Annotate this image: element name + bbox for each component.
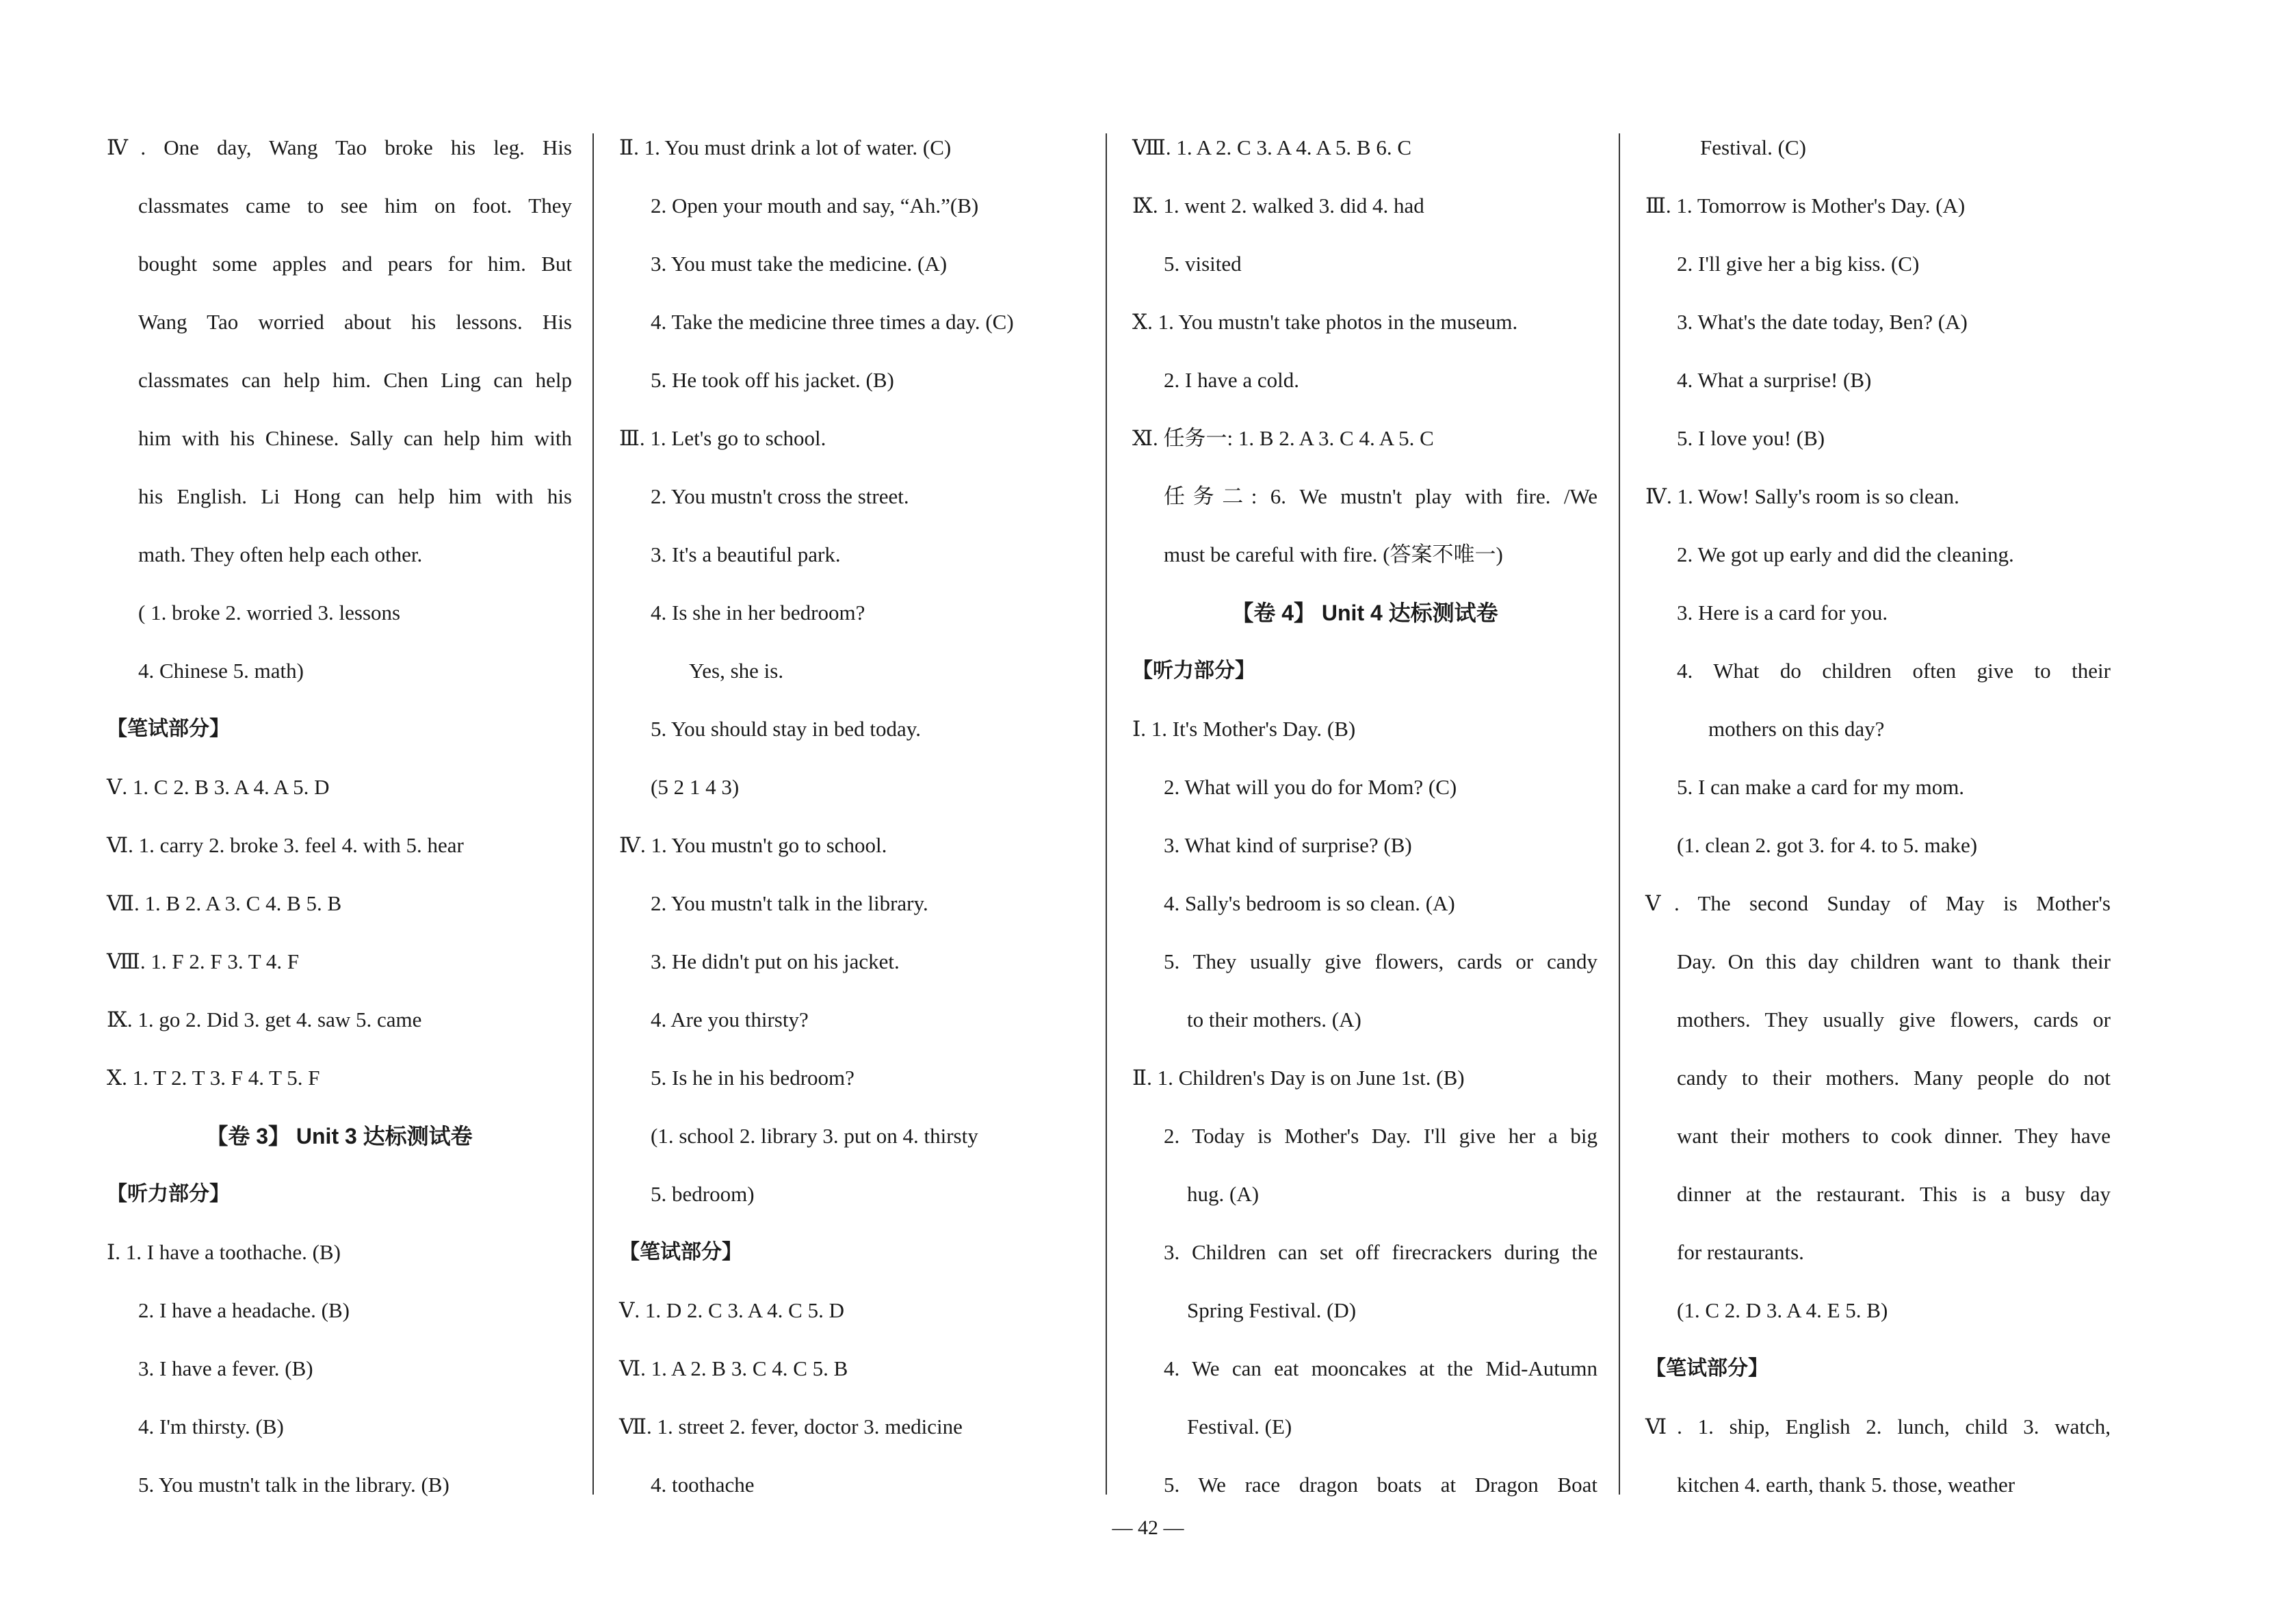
answer-line: 任务二: 6. We mustn't play with fire. /We: [1164, 484, 1597, 508]
answer-line: 2. I have a cold.: [1164, 368, 1299, 392]
answer-line: 5. You should stay in bed today.: [651, 717, 921, 741]
answer-line: 2. We got up early and did the cleaning.: [1677, 542, 2014, 566]
answer-column-4: [1645, 0, 2111, 1617]
answer-line: Ⅵ. 1. A 2. B 3. C 4. C 5. B: [619, 1356, 848, 1380]
answer-line: 5. He took off his jacket. (B): [651, 368, 894, 392]
answer-line: 3. What's the date today, Ben? (A): [1677, 310, 1968, 334]
answer-line: classmates can help him. Chen Ling can help: [138, 368, 572, 392]
answer-line: 4. We can eat mooncakes at the Mid-Autumn: [1164, 1356, 1597, 1380]
section-heading: 【笔试部分】: [619, 1241, 742, 1263]
answer-line: (1. C 2. D 3. A 4. E 5. B): [1677, 1298, 1888, 1322]
answer-line: Ⅲ. 1. Let's go to school.: [619, 426, 826, 450]
answer-line: 3. You must take the medicine. (A): [651, 252, 948, 276]
answer-line: Ⅵ. 1. ship, English 2. lunch, child 3. watch,: [1645, 1415, 2111, 1438]
answer-line: 3. It's a beautiful park.: [651, 542, 841, 566]
answer-column-2: [619, 0, 1084, 1617]
answer-line: 4. Are you thirsty?: [651, 1008, 809, 1031]
answer-line: 2. You mustn't talk in the library.: [651, 891, 928, 915]
answer-line: 5. bedroom): [651, 1182, 755, 1206]
answer-line: Day. On this day children want to thank their: [1677, 949, 2111, 973]
answer-line: 4. What a surprise! (B): [1677, 368, 1872, 392]
answer-line: Ⅴ. 1. D 2. C 3. A 4. C 5. D: [619, 1298, 844, 1322]
answer-line: 4. Is she in her bedroom?: [651, 601, 865, 625]
answer-line: 2. I have a headache. (B): [138, 1298, 350, 1322]
answer-line: Ⅹ. 1. T 2. T 3. F 4. T 5. F: [107, 1066, 320, 1090]
answer-line: Ⅷ. 1. A 2. C 3. A 4. A 5. B 6. C: [1132, 135, 1412, 159]
section-heading: 【笔试部分】: [107, 718, 230, 740]
answer-line: 5. I love you! (B): [1677, 426, 1825, 450]
answer-line: 2. What will you do for Mom? (C): [1164, 775, 1457, 799]
answer-line: want their mothers to cook dinner. They have: [1677, 1124, 2111, 1148]
unit-title: 【卷 4】 Unit 4 达标测试卷: [1231, 601, 1498, 625]
answer-line: Spring Festival. (D): [1187, 1298, 1357, 1322]
answer-line: 4. Sally's bedroom is so clean. (A): [1164, 891, 1455, 915]
answer-line: classmates came to see him on foot. They: [138, 194, 572, 218]
answer-line: Ⅸ. 1. went 2. walked 3. did 4. had: [1132, 194, 1424, 218]
answer-line: 4. What do children often give to their: [1677, 659, 2111, 683]
answer-line: to their mothers. (A): [1187, 1008, 1361, 1031]
answer-line: 2. Open your mouth and say, “Ah.”(B): [651, 194, 979, 218]
section-heading: 【听力部分】: [1132, 659, 1255, 682]
answer-line: Ⅸ. 1. go 2. Did 3. get 4. saw 5. came: [107, 1008, 422, 1031]
answer-line: 4. Take the medicine three times a day. (C): [651, 310, 1014, 334]
answer-line: 4. I'm thirsty. (B): [138, 1415, 284, 1438]
answer-line: 2. I'll give her a big kiss. (C): [1677, 252, 1920, 276]
answer-line: Wang Tao worried about his lessons. His: [138, 310, 572, 334]
answer-line: Ⅹ. 1. You mustn't take photos in the museum.: [1132, 310, 1518, 334]
answer-line: math. They often help each other.: [138, 542, 423, 566]
answer-line: Ⅱ. 1. You must drink a lot of water. (C): [619, 135, 952, 159]
answer-line: Ⅳ. One day, Wang Tao broke his leg. His: [107, 135, 572, 159]
answer-line: 3. Children can set off firecrackers during the: [1164, 1240, 1597, 1264]
answer-line: Ⅳ. 1. Wow! Sally's room is so clean.: [1645, 484, 1959, 508]
answer-line: 2. Today is Mother's Day. I'll give her a big: [1164, 1124, 1597, 1148]
answer-line: Ⅳ. 1. You mustn't go to school.: [619, 833, 887, 857]
answer-line: 5. Is he in his bedroom?: [651, 1066, 855, 1090]
section-heading: 【笔试部分】: [1645, 1357, 1769, 1380]
section-heading: 【听力部分】: [107, 1183, 230, 1205]
answer-line: 3. What kind of surprise? (B): [1164, 833, 1412, 857]
answer-line: 5. They usually give flowers, cards or candy: [1164, 949, 1597, 973]
answer-line: bought some apples and pears for him. But: [138, 252, 572, 276]
column-divider: [1106, 133, 1107, 1495]
answer-line: him with his Chinese. Sally can help him with: [138, 426, 572, 450]
answer-line: 3. He didn't put on his jacket.: [651, 949, 900, 973]
answer-line: hug. (A): [1187, 1182, 1260, 1206]
answer-line: ( 1. broke 2. worried 3. lessons: [138, 601, 401, 625]
answer-line: Ⅶ. 1. B 2. A 3. C 4. B 5. B: [107, 891, 342, 915]
answer-line: Ⅺ. 任务一: 1. B 2. A 3. C 4. A 5. C: [1132, 426, 1434, 450]
answer-line: 5. visited: [1164, 252, 1242, 276]
answer-line: Ⅰ. 1. I have a toothache. (B): [107, 1240, 341, 1264]
answer-line: 4. toothache: [651, 1473, 755, 1497]
answer-line: (1. school 2. library 3. put on 4. thirsty: [651, 1124, 978, 1148]
unit-title: 【卷 3】 Unit 3 达标测试卷: [206, 1124, 473, 1148]
answer-line: Yes, she is.: [689, 659, 784, 683]
answer-line: 5. You mustn't talk in the library. (B): [138, 1473, 449, 1497]
answer-line: 5. We race dragon boats at Dragon Boat: [1164, 1473, 1597, 1497]
answer-line: 2. You mustn't cross the street.: [651, 484, 909, 508]
answer-line: 4. Chinese 5. math): [138, 659, 304, 683]
answer-line: Ⅱ. 1. Children's Day is on June 1st. (B): [1132, 1066, 1465, 1090]
answer-line: 5. I can make a card for my mom.: [1677, 775, 1965, 799]
answer-line: mothers. They usually give flowers, cards or: [1677, 1008, 2111, 1031]
answer-column-3: [1132, 0, 1597, 1617]
answer-line: Ⅲ. 1. Tomorrow is Mother's Day. (A): [1645, 194, 1966, 218]
answer-line: 3. Here is a card for you.: [1677, 601, 1888, 625]
answer-line: Ⅶ. 1. street 2. fever, doctor 3. medicine: [619, 1415, 963, 1438]
answer-line: (5 2 1 4 3): [651, 775, 740, 799]
page-number: — 42 —: [1112, 1516, 1184, 1539]
answer-line: Festival. (C): [1700, 135, 1806, 159]
answer-line: Festival. (E): [1187, 1415, 1292, 1438]
answer-line: must be careful with fire. (答案不唯一): [1164, 542, 1503, 566]
answer-line: (1. clean 2. got 3. for 4. to 5. make): [1677, 833, 1978, 857]
answer-line: his English. Li Hong can help him with his: [138, 484, 572, 508]
answer-line: for restaurants.: [1677, 1240, 1804, 1264]
answer-line: mothers on this day?: [1708, 717, 1885, 741]
answer-line: Ⅴ. The second Sunday of May is Mother's: [1645, 891, 2111, 915]
answer-line: kitchen 4. earth, thank 5. those, weather: [1677, 1473, 2015, 1497]
answer-line: Ⅵ. 1. carry 2. broke 3. feel 4. with 5. hear: [107, 833, 464, 857]
answer-line: Ⅴ. 1. C 2. B 3. A 4. A 5. D: [107, 775, 330, 799]
answer-line: dinner at the restaurant. This is a busy day: [1677, 1182, 2111, 1206]
answer-column-1: [107, 0, 572, 1617]
column-divider: [592, 133, 594, 1495]
column-divider: [1619, 133, 1620, 1495]
answer-line: Ⅰ. 1. It's Mother's Day. (B): [1132, 717, 1356, 741]
answer-line: candy to their mothers. Many people do not: [1677, 1066, 2111, 1090]
answer-line: Ⅷ. 1. F 2. F 3. T 4. F: [107, 949, 300, 973]
answer-line: 3. I have a fever. (B): [138, 1356, 313, 1380]
